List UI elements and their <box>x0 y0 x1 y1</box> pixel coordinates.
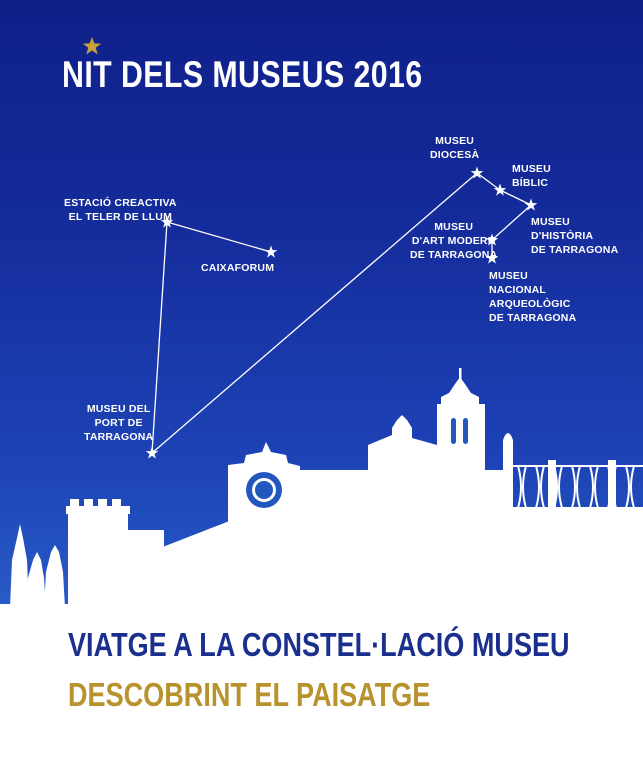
label-museu-arqueologic: MUSEU NACIONAL ARQUEOLÒGIC DE TARRAGONA <box>489 270 577 324</box>
label-museu-art-modern: MUSEU D'ART MODERN DE TARRAGONA <box>410 221 498 261</box>
railing-post <box>608 460 616 510</box>
page-title: NIT DELS MUSEUS 2016 <box>62 54 423 95</box>
label-museu-biblic: MUSEU BÍBLIC <box>512 163 551 189</box>
label-museu-diocesa: MUSEU DIOCESÀ <box>430 135 480 161</box>
label-museu-historia: MUSEU D'HISTÒRIA DE TARRAGONA <box>531 216 619 256</box>
balustrade-railing <box>513 466 643 508</box>
label-caixaforum: CAIXAFORUM <box>201 262 275 274</box>
star-caixaforum <box>265 246 278 258</box>
label-estacio-creactiva: ESTACIÓ CREACTIVA EL TELER DE LLUM <box>64 197 177 223</box>
subtitle-line-2: DESCOBRINT EL PAISATGE <box>68 676 431 713</box>
star-museu-port <box>146 447 159 459</box>
label-museu-port: MUSEU DEL PORT DE TARRAGONA <box>84 403 154 443</box>
subtitle-line-1: VIATGE A LA CONSTEL·LACIÓ MUSEU <box>68 626 570 663</box>
star-museu-biblic <box>494 184 507 196</box>
railing-post <box>548 460 556 510</box>
